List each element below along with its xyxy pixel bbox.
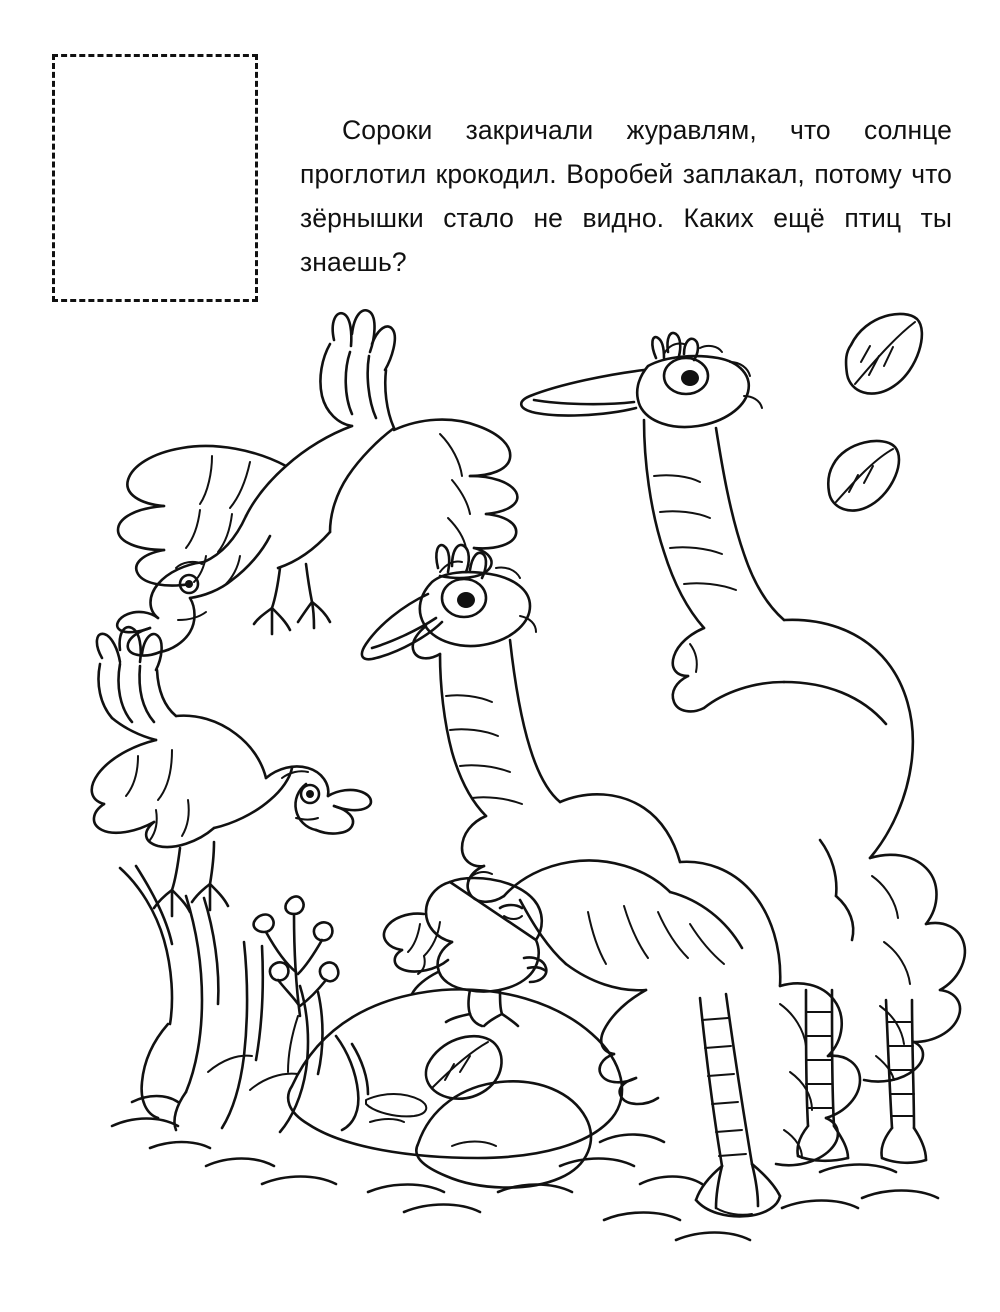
- illustration-svg: [0, 300, 1000, 1300]
- standing-crane-front: [362, 545, 860, 1216]
- falling-leaf-upper: [846, 314, 922, 394]
- header-row: [52, 46, 952, 308]
- sticker-placeholder[interactable]: [52, 54, 258, 302]
- story-text: [300, 108, 952, 284]
- water-ripples: [112, 1096, 938, 1240]
- sparrow-on-stone: [384, 872, 546, 1026]
- flying-magpie: [117, 310, 517, 655]
- grass-tuft: [120, 866, 368, 1132]
- flower-sprig: [254, 897, 339, 1072]
- falling-leaf-lower: [828, 441, 899, 511]
- perched-magpie: [92, 627, 371, 916]
- story-body: Сороки закричали журавлям, что солнце проглотил крокодил. Воробей заплакал, потому что зёрнышки стало не видно. Каких ещё птиц ты знаешь?: [300, 115, 952, 277]
- illustration: [0, 300, 1000, 1300]
- stone-large: [288, 989, 622, 1158]
- leaf-on-stone: [426, 1036, 502, 1099]
- stone-small: [416, 1081, 591, 1187]
